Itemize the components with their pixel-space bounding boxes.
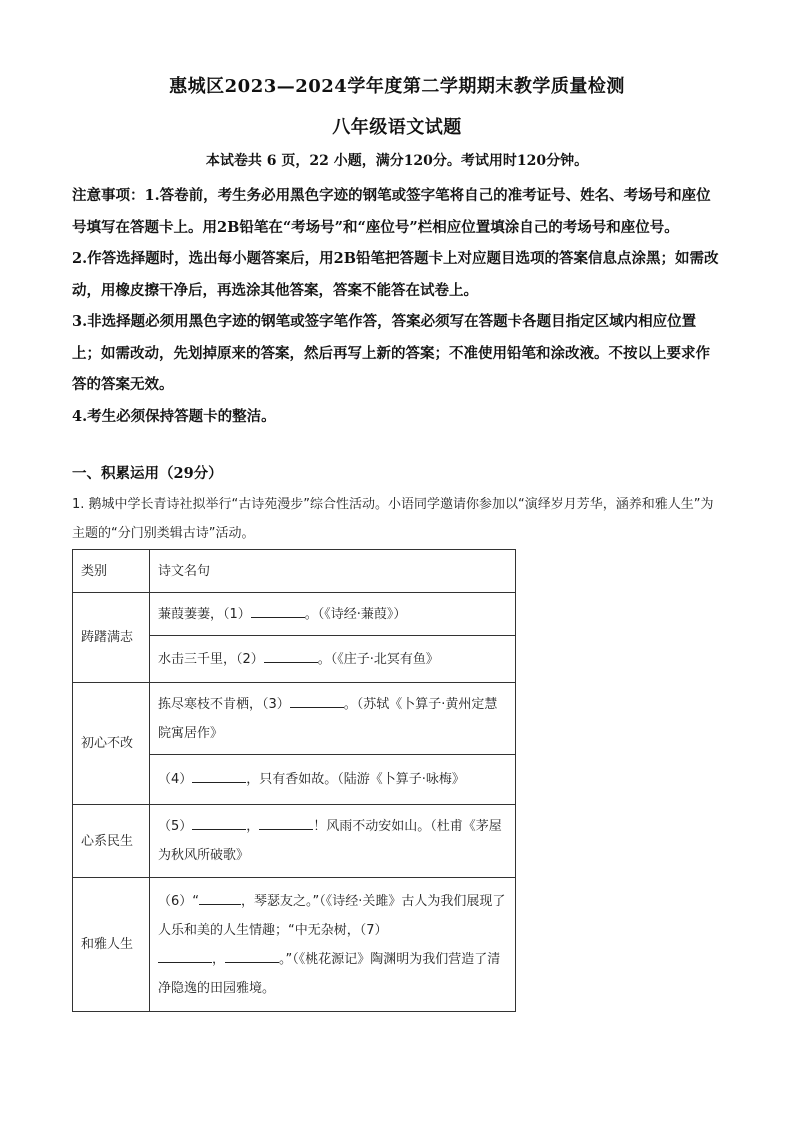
line-text: 。”（《桃花源记》陶渊明为我们营造了清净隐逸的田园雅境。 bbox=[158, 951, 501, 996]
line-text: 。（《诗经·蒹葭》） bbox=[304, 606, 407, 622]
page-title: 惠城区2023—2024学年度第二学期期末教学质量检测 bbox=[169, 76, 625, 97]
instruction-2: 2.作答选择题时，选出每小题答案后，用2B铅笔把答题卡上对应题目选项的答案信息点涂黑；如需改动，用橡皮擦干净后，再选涂其他答案，答案不能答在试卷上。 bbox=[72, 250, 719, 299]
instruction-3: 3.非选择题必须用黑色字迹的钢笔或签字笔作答，答案必须写在答题卡各题目指定区域内相应位置上；如需改动，先划掉原来的答案，然后再写上新的答案；不准使用铅笔和涂改液。不按以上要求作答的答案无效。 bbox=[72, 313, 710, 393]
answer-blank-2[interactable] bbox=[264, 648, 318, 663]
line-text: （6）“ bbox=[158, 893, 200, 909]
line-text: 拣尽寒枝不肯栖，（3） bbox=[158, 696, 290, 712]
table-row bbox=[73, 593, 516, 636]
line-text: ，只有香如故。（陆游《卜算子·咏梅》 bbox=[246, 772, 465, 787]
poem-line-cell bbox=[150, 878, 516, 1012]
answer-blank-5a[interactable] bbox=[192, 815, 246, 830]
poem-line-cell bbox=[150, 593, 516, 636]
poem-line-cell bbox=[150, 683, 516, 755]
line-text: ， bbox=[246, 819, 260, 834]
line-text: 。（苏轼《卜算子·黄州定慧院寓居作》 bbox=[158, 696, 498, 741]
instruction-1: 注意事项：1.答卷前，考生务必用黑色字迹的钢笔或签字笔将自己的准考证号、姓名、考场号和座位号填写在答题卡上。用2B铅笔在“考场号”和“座位号”栏相应位置填涂自己的考场号和座位号。 bbox=[72, 187, 711, 236]
line-text: （4） bbox=[158, 772, 193, 787]
answer-blank-7a[interactable] bbox=[158, 948, 212, 963]
table-row bbox=[73, 805, 516, 878]
answer-blank-1[interactable] bbox=[251, 603, 305, 618]
category-cell: 心系民生 bbox=[73, 805, 150, 878]
line-text: （5） bbox=[158, 819, 193, 834]
category-cell: 初心不改 bbox=[73, 683, 150, 805]
instruction-4: 4.考生必须保持答题卡的整洁。 bbox=[72, 407, 276, 425]
line-text: 水击三千里，（2） bbox=[158, 651, 264, 667]
table-row bbox=[73, 683, 516, 755]
table-header-row bbox=[73, 550, 516, 593]
poem-table bbox=[72, 549, 516, 1012]
poem-line-cell bbox=[150, 636, 516, 683]
table-header-lines: 诗文名句 bbox=[150, 550, 516, 593]
line-text: ！风雨不动安如山。（杜甫《茅屋为秋风所破歌》 bbox=[158, 819, 502, 863]
table-header-category: 类别 bbox=[73, 550, 150, 593]
question-1-text: 1. 鹅城中学长青诗社拟举行“古诗苑漫步”综合性活动。小语同学邀请你参加以“演绎岁月芳华，涵养和雅人生”为主题的“分门别类辑古诗”活动。 bbox=[72, 497, 714, 541]
answer-blank-7b[interactable] bbox=[225, 948, 279, 963]
table-row bbox=[73, 878, 516, 1012]
line-text: 蒹葭萋萋，（1） bbox=[158, 606, 251, 622]
answer-blank-6[interactable] bbox=[199, 890, 241, 905]
answer-blank-3[interactable] bbox=[290, 693, 344, 708]
poem-line-cell bbox=[150, 755, 516, 805]
line-text: ， bbox=[212, 951, 226, 967]
category-cell: 踌躇满志 bbox=[73, 593, 150, 683]
line-text: 。（《庄子·北冥有鱼》 bbox=[317, 651, 439, 667]
answer-blank-5b[interactable] bbox=[259, 815, 313, 830]
instructions bbox=[72, 180, 722, 432]
page-subtitle: 八年级语文试题 bbox=[332, 117, 462, 138]
poem-line-cell bbox=[150, 805, 516, 878]
category-cell: 和雅人生 bbox=[73, 878, 150, 1012]
section-heading: 一、积累运用（29分） bbox=[72, 465, 223, 482]
answer-blank-4[interactable] bbox=[192, 768, 246, 783]
line-text: ，琴瑟友之。”（《诗经·关雎》古人为我们展现了人乐和美的人生情趣；“中无杂树，（7） bbox=[158, 893, 506, 938]
exam-info: 本试卷共 6 页，22 小题，满分120分。考试用时120分钟。 bbox=[205, 153, 589, 169]
